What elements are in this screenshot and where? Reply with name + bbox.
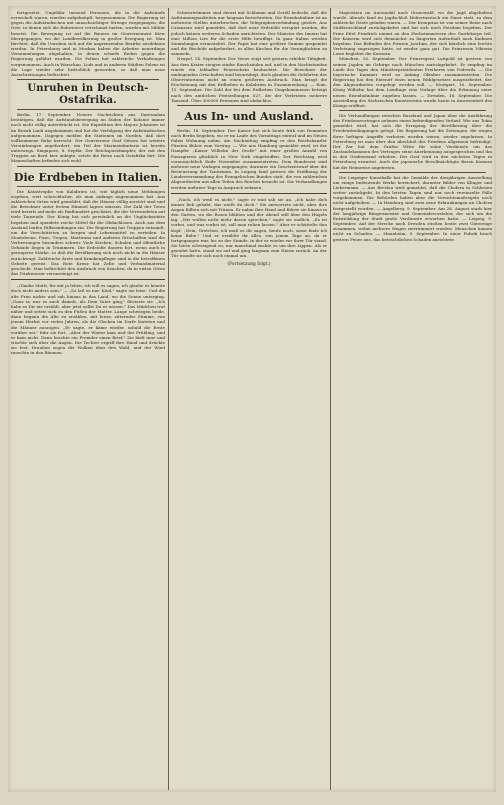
- article-text: München, 16. September. Der Prinzregent Luitpold ist gestern von seinen Jagden im Gebirge nach München zurückgekehrt. Er empfing im Laufe des Tages den Ministerpräsidenten Freiherrn von Podewils. — Die bayerische Kammer wird zu Anfang Oktober zusammentreten. Die Regierung hat den Entwurf eines neuen Wahlgesetzes ausgearbeitet, der den Abgeordneten vorgelegt werden soll. — Stuttgart, 16. September. König Wilhelm hat dem Landtage eine Vorlage über die Erbauung einer neuen Eisenbahnlinie zugehen lassen. — Dresden, 16. September. Die Ausstellung des Sächsischen Kunstvereins wurde heute in Anwesenheit des Königs eröffnet.: [333, 56, 492, 108]
- article-text: Die Katastrophe von Kalabrien ist, wie täglich neue Meldungen ergeben, weit schrecklicher, als man anfangs angenommen hat. Aus zahlreichen Orten wird gemeldet, daß die Häuser völlig zerstört sind und die Bewohner unter freiem Himmel lagern müssen. Die Zahl der Toten wird bereits auf mehr als fünfhundert geschätzt, die der Verwundeten auf viele Tausende. Der König hat sich persönlich an die Unglücksstätte begeben und spendete reiche Mittel für die Obdachlosen. Auch aus dem Ausland laufen Hilfssendungen ein. Die Regierung hat Truppen entsandt, um die Verschütteten zu bergen und Lebensmittel zu verteilen. In Monteleone, Pizzo, Tropea, Martirano und anderen Ortschaften sind die Verheerungen besonders schwer. Viele Kirchen, Schulen und öffentliche Gebäude liegen in Trümmern. Die Erdstöße dauern fort, wenn auch in geringerer Stärke, so daß die Bevölkerung sich noch nicht in die Häuser zurückwagt. Zahlreiche Ärzte und Krankenpfleger sind in die betroffenen Gebiete gereist. Das Rote Kreuz hat Zelte und Verbandmaterial geschickt. Man befürchtet den Ausbruch von Seuchen, da in vielen Orten das Trinkwasser verunreinigt ist.: [11, 188, 165, 277]
- continuation-note: (Fortsetzung folgt.): [227, 261, 271, 267]
- column-3: [333, 10, 492, 788]
- column-1: [11, 10, 165, 788]
- divider: [339, 172, 486, 173]
- serial-divider: [11, 279, 165, 280]
- article-text: Majestäten im Automobil nach Grunewald, wo die Jagd abgehalten wurde. Abends fand im Jagdschloß Hubertusstock ein Diner statt, zu dem zahlreiche Gäste geladen waren. — Der Kronprinz ist von seiner Reise nach Süddeutschland zurückgekehrt und hat sich nach Potsdam begeben. Der Prinz Eitel Friedrich nimmt an den Herbstmanövern des Gardekorps teil. Die Kaiserin wird sich demnächst zu längerem Aufenthalt nach Kadinen begeben. Das Befinden des Prinzen Joachim, der sich kürzlich eine leichte Verletzung zugezogen hatte, ist wieder ganz gut. Die Prinzessin Viktoria Luise begleitet die Kaiserin.: [333, 10, 492, 57]
- article-text: Die Leipziger Kunsthalle hat die Gemälde der diesjährigen Ausstellung um einige bedeutende Werke bereichert, darunter Bilder von Klinger und Liebermann. — Aus Breslau wird gemeldet, daß die Cholera in Schlesien weiter zurückgeht. In den letzten Tagen sind nur noch vereinzelte Fälle vorgekommen. Die Behörden haben aber die Vorsichtsmaßregeln noch nicht aufgehoben. — In Hamburg sind zwei neue Erkrankungen an Cholera festgestellt worden. — Angelberg, 9. September. Am 28. August starb hier der langjährige Bürgermeister und Gemeindevorsteher, der sich um die Entwicklung der Stadt große Verdienste erworben hatte. — Leipzig, 9. September. Auf der Strecke nach Dresden stießen heute zwei Güterzüge zusammen, wobei mehrere Wagen zertrümmert wurden. Menschen kamen nicht zu Schaden. — Mannheim, 9. September. In einer Fabrik brach gestern Feuer aus, das beträchtlichen Schaden anrichtete.: [333, 174, 492, 242]
- newspaper-page: [8, 6, 496, 792]
- serial-text: „Glaube Mutti, Ihr mit ja leben, ich will es sagen, ich glaube es könnte doch nicht anders sein." — „So laß es nur, Kind," sagte sie leise. Und die alte Frau nickte und sah hinaus in das Land, wo die Sonne unterging. „Ganz so war es auch damals, als Dein Vater ging," flüsterte sie. „Ich habe es Dir nie erzählt, aber jetzt sollst Du es wissen." Das Mädchen trat näher und setzte sich zu den Füßen der Mutter. Lange schwiegen beide, dann begann die Alte zu erzählen, mit leiser, zitternder Stimme, von jenem Herbst vor vielen Jahren, als die Glocken im Dorfe läuteten und die Männer auszogen. „Er sagte, er käme wieder, sobald die Ernte vorüber sei," fuhr sie fort. „Aber der Winter kam und der Frühling, und er kam nicht. Dann brachte ein Fremder einen Brief." Sie hielt inne und wischte sich über die Augen. Die Tochter ergriff ihre Hand und drückte sie fest. Draußen zogen die Wolken über den Wald, und der Wind rauschte in den Bäumen.: [11, 283, 165, 356]
- article-text: fortgesetzt. Ungefähr tausend Personen, die in die Aufstände verwickelt waren, wurden aufgeknüpft, hergenommen. Die Regierung ist gegen die Aufständischen mit unnachsichtiger Strenge vorgegangen, die Orte, in denen sich die Ruhestörer verschanzt hatten, wurden mit Militär besetzt. Die Bewegung ist auf die Bauern im Gouvernement Kiew übergegangen, wo die Landbevölkerung in großer Erregung ist. Man fürchtet, daß die Unruhen sich auf die angrenzenden Bezirke ausdehnen werden. In Petersburg und in Moskau haben die Arbeiter neuerdings Versammlungen abgehalten, in denen scharfe Reden gegen die Regierung geführt wurden. Die Polizei hat zahlreiche Verhaftungen vorgenommen. Auch in Warschau, Lodz und in anderen Städten Polens ist die Lage wieder sehr bedrohlich geworden, so daß man neue Ausschreitungen befürchtet.: [11, 10, 165, 77]
- headline: Unruhen in Deutsch-Ostafrika.: [27, 83, 149, 107]
- divider: [17, 109, 159, 110]
- serial-divider: [171, 193, 327, 194]
- divider: [339, 110, 486, 111]
- article-text: Neapel, 14. September. Der Vesuv zeigt seit gestern erhöhte Tätigkeit. Aus dem Krater steigen starke Rauchsäulen auf, und in den Nachtstunden wurde ein lebhafter Feuerschein beobachtet. Die Bewohner der umliegenden Ortschaften sind beunruhigt, doch glauben die Gelehrten des Observatoriums nicht an einen größeren Ausbruch. Man bringt die Erscheinung mit den Erdbeben in Kalabrien in Zusammenhang. — Rom, 15. September. Die Zahl der bei dem Erdbeben Umgekommenen beträgt nach den amtlichen Feststellungen 527, die der Verletzten mehrere Tausend. Über 300000 Personen sind obdachlos.: [171, 56, 327, 103]
- article-text: Berlin, 18. September. Der Kaiser hat sich heute früh von Rominten nach Berlin begeben, wo er im Laufe des Vormittags eintraf und im Neuen Palais Wohnung nahm. Am Nachmittag empfing er den Reichskanzler Fürsten Bülow zum Vortrag. — Wie aus Hamburg gemeldet wird, ist der Dampfer „Kaiser Wilhelm der Große" mit einer großen Anzahl von Passagieren glücklich in New York eingetroffen. Der Reichstag wird voraussichtlich Ende November zusammentreten. Dem Bundesrat sind mehrere neue Vorlagen zugegangen, darunter ein Gesetzentwurf über die Besteuerung der Tantiemen. In Leipzig fand gestern die Eröffnung der Landesversammlung des Evangelischen Bundes statt, die von zahlreichen Abgeordneten aus allen Teilen des Reiches besucht ist. Die Verhandlungen werden mehrere Tage in Anspruch nehmen.: [171, 127, 327, 190]
- column-divider: [168, 8, 169, 790]
- divider: [17, 186, 159, 187]
- article-text: Schwertrümmer sind derart mit Schlamm und Geröll bedeckt, daß die Aufräumungsarbeiten nur langsam fortschreiten. Die Eisenbahnlinie ist an mehreren Stellen unterbrochen, die Telegraphenverbindung gestört. Aus Catanzaro wird gemeldet, daß dort neue Erdstöße verspürt wurden, die jedoch keinen weiteren Schaden anrichteten. Der Minister des Innern hat eine Million Lire für die erste Hilfe bewilligt. In ganz Italien werden Sammlungen veranstaltet. Der Papst hat eine größere Summe gespendet und die Bischöfe aufgefordert, in allen Kirchen für die Verunglückten zu sammeln.: [171, 10, 327, 57]
- divider: [177, 125, 321, 126]
- column-divider: [330, 8, 331, 790]
- divider: [17, 79, 159, 80]
- column-2: [171, 10, 327, 788]
- headline: Die Erdbeben in Italien.: [13, 170, 163, 184]
- article-text: Die Verhandlungen zwischen Russland und Japan über die Ausführung des Friedensvertrages nehmen einen befriedigenden Verlauf. Wie aus Tokio gemeldet wird, hat sich die Erregung der Bevölkerung über die Friedensbedingungen gelegt. Die Regierung hat die Zeitungen, die wegen ihrer heftigen Angriffe verboten worden waren, wieder zugelassen. In Petersburg ist man über den Abschluß des Friedens allgemein befriedigt. Der Zar hat dem Grafen Witte für seine Verdienste um das Zustandekommen des Vertrages seine Anerkennung ausgesprochen und ihn in den Grafenstand erhoben. Der Graf wird in den nächsten Tagen in Petersburg erwartet. Auch der japanische Bevollmächtigte Baron Komura hat die Heimreise angetreten.: [333, 112, 492, 170]
- divider: [177, 105, 321, 106]
- headline: Aus In- und Ausland.: [184, 109, 314, 123]
- article-text: Berlin, 17. September. Neuere Nachrichten aus Daressalam bestätigen, daß die Aufstandsbewegung im Süden der Kolonie immer noch nicht völlig unterdrückt ist. Die Expedition des Majors Johannes ist im Bezirk Lindi angekommen und hat die Verfolgung der Aufständischen aufgenommen. Dagegen melden die Stationen im Norden, daß dort vollkommene Ruhe herrscht. Der Gouverneur Graf Götzen hat weitere Verstärkungen angefordert; ein Teil der Marineinfanterie ist bereits unterwegs. Singapore, 8. Septbr. Der Reichspostdampfer, der mit den Truppen an Bord hier anlegte, setzte die Reise nach Ostafrika fort. Die Mannschaften befinden sich wohl.: [11, 112, 165, 164]
- divider: [17, 166, 159, 167]
- serial-text: „Nach, ich weiß es nicht," sagte er und sah sie an. „Ich habe dich immer lieb gehabt, das weißt du doch." Sie antwortete nicht, aber ihre Augen füllten sich mit Tränen. Er nahm ihre Hand und führte sie hinaus in den Garten, wo die Rosen blühten und der Abend still über den Hügeln lag. „Wir wollen nicht mehr davon sprechen," sagte sie endlich. „Es ist vorbei, und was vorbei ist, soll man ruhen lassen." Aber er schüttelte den Kopf. „Nein, Gretchen, ich muß es dir sagen, heute noch, sonst finde ich keine Ruhe." Und er erzählte ihr alles, von jenem Tage an, da er fortgegangen war, bis zu der Stunde, in der er wieder vor ihrer Tür stand. Sie hörte schweigend zu, nur manchmal zuckte es um ihre Lippen. Als er geendet hatte, stand sie auf und ging langsam zum Hause zurück. An der Tür wandte sie sich noch einmal um.: [171, 196, 327, 259]
